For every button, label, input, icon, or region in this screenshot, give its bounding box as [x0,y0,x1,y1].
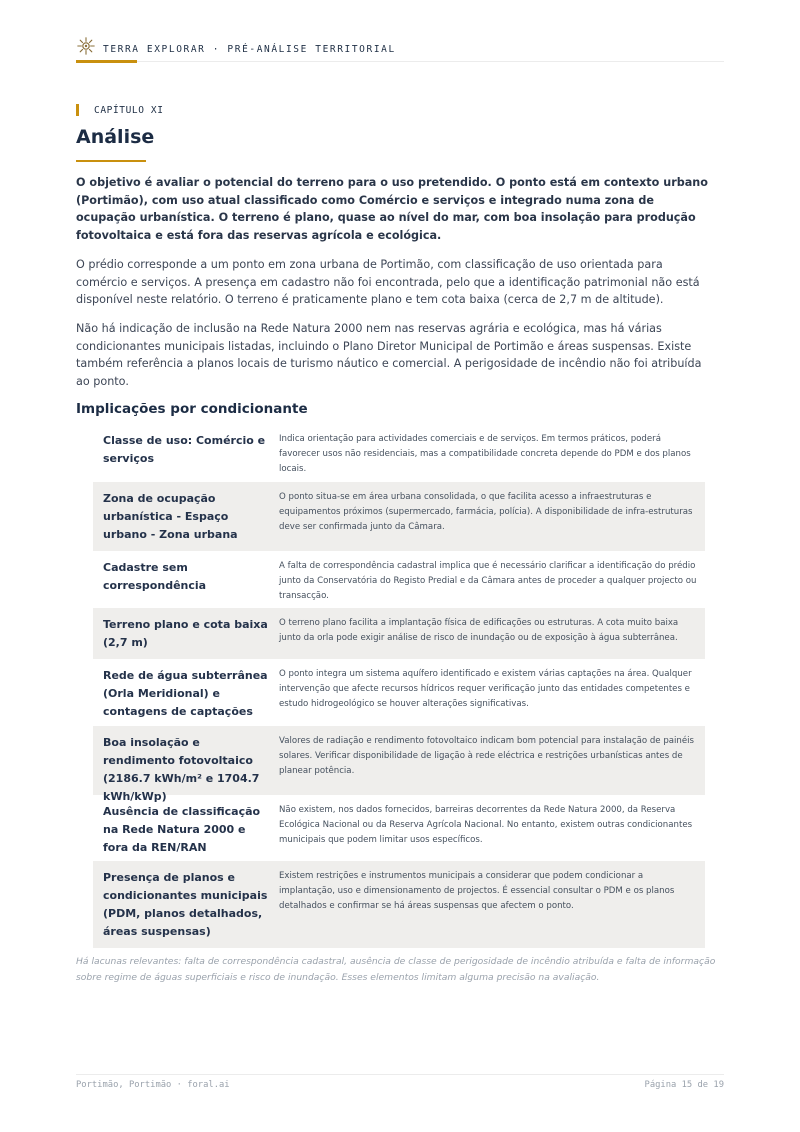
table-row [93,551,705,608]
brand-title: TERRA EXPLORAR · PRÉ-ANÁLISE TERRITORIAL [103,44,396,55]
row-text: Não existem, nos dados fornecidos, barreiras decorrentes da Rede Natura 2000, da Reserva Ecológica Nacional ou da Reserva Agrícola Nacional. No entanto, existem outras condicionantes municipais que podem limitar usos específicos. [279,805,693,845]
row-text: Existem restrições e instrumentos municipais a considerar que podem condicionar a implantação, uso e dimensionamento de projectos. É essencial consultar o PDM e os planos detalhados e confirmar se há áreas suspensas que afectem o ponto. [279,871,675,911]
row-label: Boa insolação e rendimento fotovoltaico (2186.7 kWh/m² e 1704.7 kWh/kWp) [103,736,260,803]
row-text: A falta de correspondência cadastral implica que é necessário clarificar a identificação do prédio junto da Conservatória do Registo Predial e da Câmara antes de proceder a qualquer projecto ou transacção. [279,561,697,601]
row-label: Terreno plano e cota baixa (2,7 m) [103,618,268,649]
row-text: O ponto integra um sistema aquífero identificado e existem várias captações na área. Qualquer intervenção que afecte recursos hídricos requer verificação junto das entidades competentes e estudo hidrogeológico se houver alterações significativas. [279,669,692,709]
title-underline [76,160,146,162]
footer-location: Portimão, Portimão · foral.ai [76,1080,230,1090]
row-text: O terreno plano facilita a implantação física de edificações ou estruturas. A cota muito baixa junto da orla pode exigir análise de risco de inundação ou de exposição à água subterrânea. [279,618,679,643]
row-label: Rede de água subterrânea (Orla Meridional) e contagens de captações [103,669,268,718]
footer-divider [76,1074,724,1075]
section-heading: Implicações por condicionante [76,401,308,417]
lead-paragraph: O objetivo é avaliar o potencial do terreno para o uso pretendido. O ponto está em contexto urbano (Portimão), com uso atual classificado como Comércio e serviços e integrado numa zona de ocupação urbanística. O terreno é plano, quase ao nível do mar, com boa insolação para produção fotovoltaica e está fora das reservas agrícola e ecológica. [76,176,708,242]
table-row [93,795,705,861]
table-row [93,659,705,726]
table-row [93,861,705,948]
implications-table [93,424,705,948]
gaps-note: Há lacunas relevantes: falta de correspondência cadastral, ausência de classe de perigosidade de incêndio atribuída e falta de informação sobre regime de águas superficiais e risco de inundação. Esses elementos limitam alguma precisão na avaliação. [76,956,716,983]
header-accent-rule [76,60,137,63]
page-number: Página 15 de 19 [644,1080,724,1090]
chapter-label: CAPÍTULO XI [94,105,164,116]
page-title: Análise [76,126,155,148]
table-row [93,726,705,803]
body-paragraph: O prédio corresponde a um ponto em zona urbana de Portimão, com classificação de uso orientada para comércio e serviços. A presença em cadastro não foi encontrada, pelo que a identificação patrimonial não está disponível neste relatório. O terreno é praticamente plano e tem cota baixa (cerca de 2,7 m de altitude). [76,258,700,306]
row-text: Valores de radiação e rendimento fotovoltaico indicam bom potencial para instalação de painéis solares. Verificar disponibilidade de ligação à rede eléctrica e restrições urbanísticas antes de planear potência. [279,736,695,776]
row-label: Classe de uso: Comércio e serviços [103,434,266,465]
table-row [93,482,705,551]
table-row [93,608,705,659]
row-label: Zona de ocupação urbanística - Espaço urbano - Zona urbana [103,492,238,541]
row-label: Ausência de classificação na Rede Natura 2000 e fora da REN/RAN [103,805,261,854]
compass-rose-icon [77,37,95,55]
row-text: O ponto situa-se em área urbana consolidada, o que facilita acesso a infraestruturas e equipamentos próximos (supermercado, farmácia, polícia). A disponibilidade de infra-estruturas deve ser confirmada junto da Câmara. [279,492,693,532]
table-row [93,424,705,482]
page-header [76,36,724,62]
chapter-accent-bar [76,104,79,116]
row-label: Cadastre sem correspondência [103,561,207,592]
body-paragraph: Não há indicação de inclusão na Rede Natura 2000 nem nas reservas agrária e ecológica, mas há várias condicionantes municipais listadas, incluindo o Plano Diretor Municipal de Portimão e áreas suspensas. Existe também referência a planos locais de turismo náutico e comercial. A perigosidade de incêndio não foi atribuída ao ponto. [76,322,702,388]
row-text: Indica orientação para actividades comerciais e de serviços. Em termos práticos, poderá favorecer usos não residenciais, mas a compatibilidade concreta depende do PDM e dos planos locais. [279,434,691,474]
row-label: Presença de planos e condicionantes municipais (PDM, planos detalhados, áreas suspensas) [103,871,268,938]
